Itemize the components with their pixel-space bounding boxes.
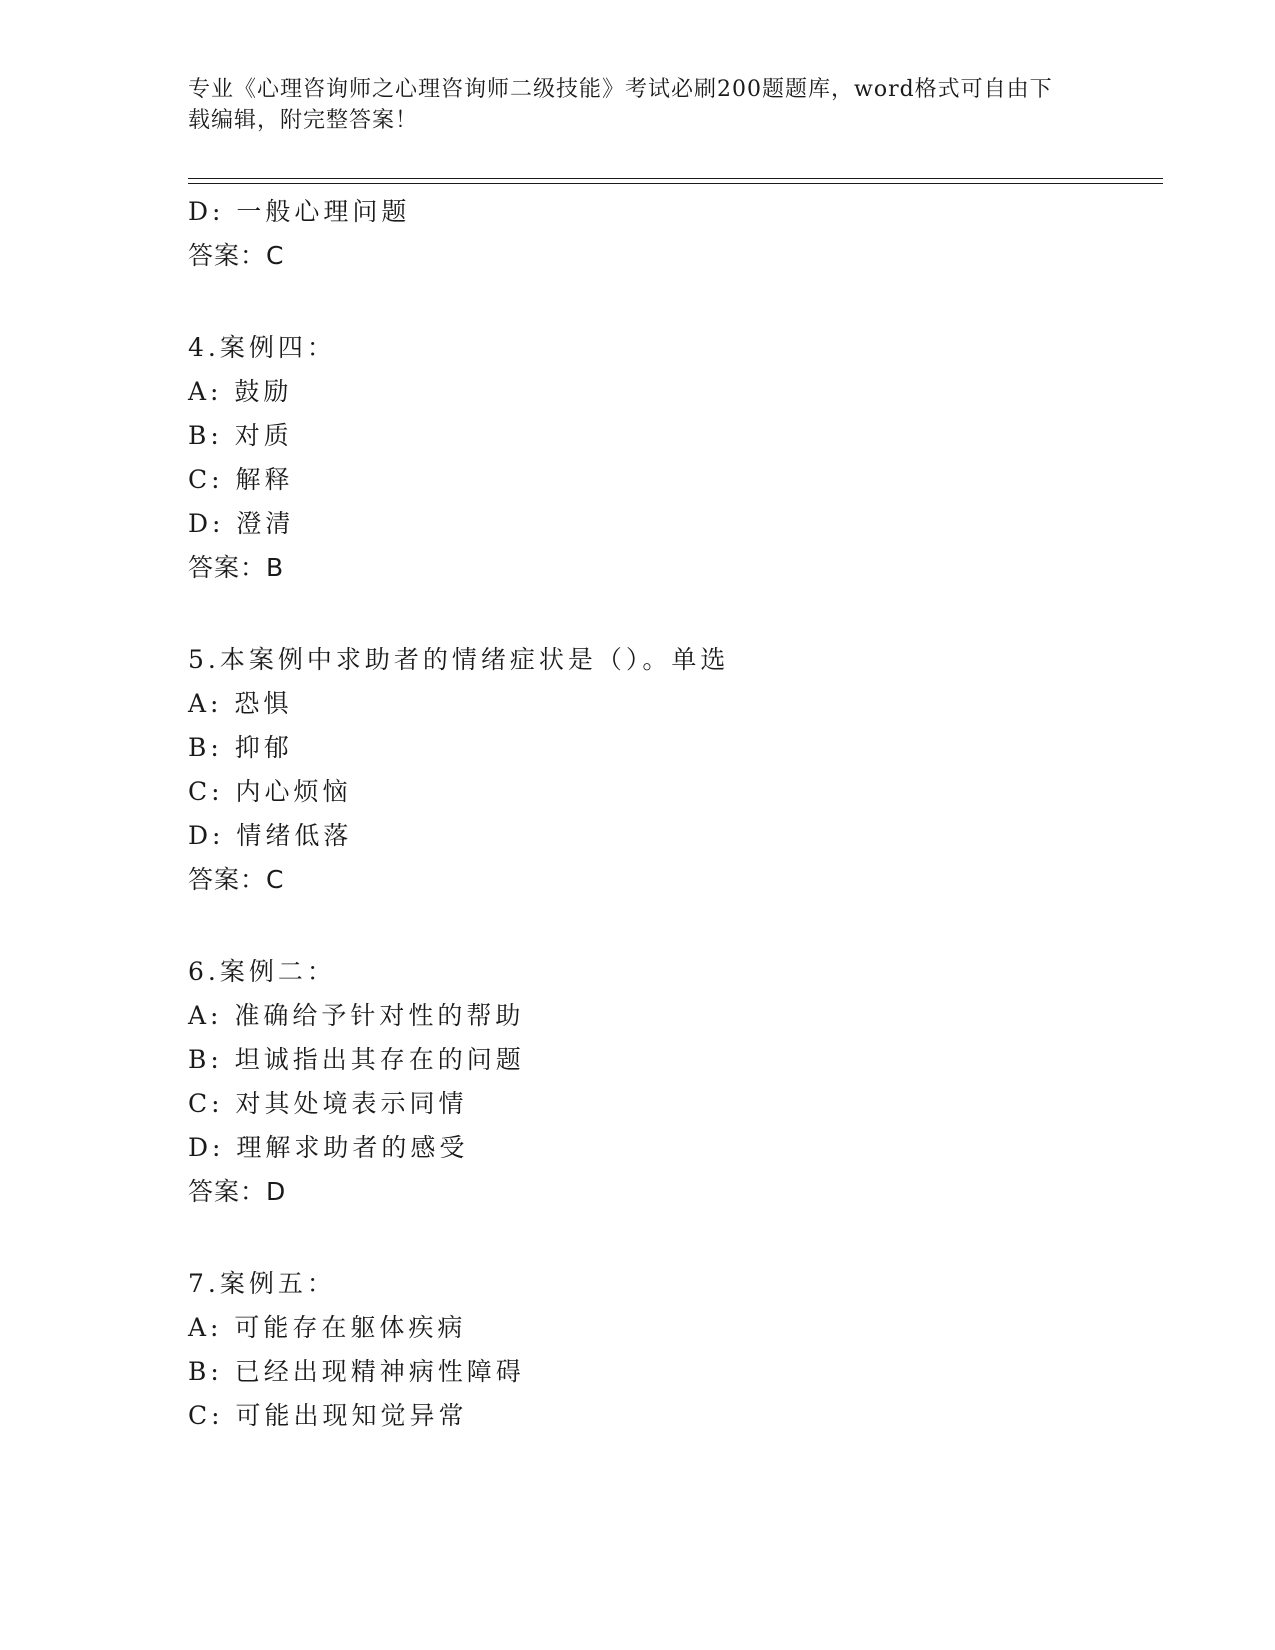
q4-option-a: A: 鼓励 — [188, 377, 293, 406]
q6-answer: 答案：D — [188, 1177, 287, 1206]
document-header-title: 专业《心理咨询师之心理咨询师二级技能》考试必刷200题题库，word格式可自由下载编辑，附完整答案！ — [188, 77, 1053, 133]
q3-option-d: D: 一般心理问题 — [188, 197, 411, 226]
q5-option-b: B: 抑郁 — [188, 733, 293, 762]
q5-answer: 答案：C — [188, 865, 285, 894]
q4-option-b: B: 对质 — [188, 421, 293, 450]
q5-option-d: D: 情绪低落 — [188, 821, 353, 850]
q5-stem: 5.本案例中求助者的情绪症状是（）。单选 — [188, 645, 730, 674]
q4-stem: 4.案例四： — [188, 333, 336, 362]
q3-answer: 答案：C — [188, 241, 285, 270]
q6-stem: 6.案例二： — [188, 957, 336, 986]
header-divider-top — [188, 178, 1163, 179]
q5-option-c: C: 内心烦恼 — [188, 777, 352, 806]
q7-stem: 7.案例五： — [188, 1269, 336, 1298]
q6-option-a: A: 准确给予针对性的帮助 — [188, 1001, 525, 1030]
q4-answer: 答案：B — [188, 553, 285, 582]
q5-option-a: A: 恐惧 — [188, 689, 293, 718]
q4-option-c: C: 解释 — [188, 465, 294, 494]
q7-option-b: B: 已经出现精神病性障碍 — [188, 1357, 525, 1386]
q7-option-a: A: 可能存在躯体疾病 — [188, 1313, 467, 1342]
q6-option-b: B: 坦诚指出其存在的问题 — [188, 1045, 525, 1074]
q6-option-d: D: 理解求助者的感受 — [188, 1133, 469, 1162]
q6-option-c: C: 对其处境表示同情 — [188, 1089, 468, 1118]
q7-option-c: C: 可能出现知觉异常 — [188, 1401, 468, 1430]
header-divider-bottom — [188, 183, 1163, 184]
q4-option-d: D: 澄清 — [188, 509, 295, 538]
